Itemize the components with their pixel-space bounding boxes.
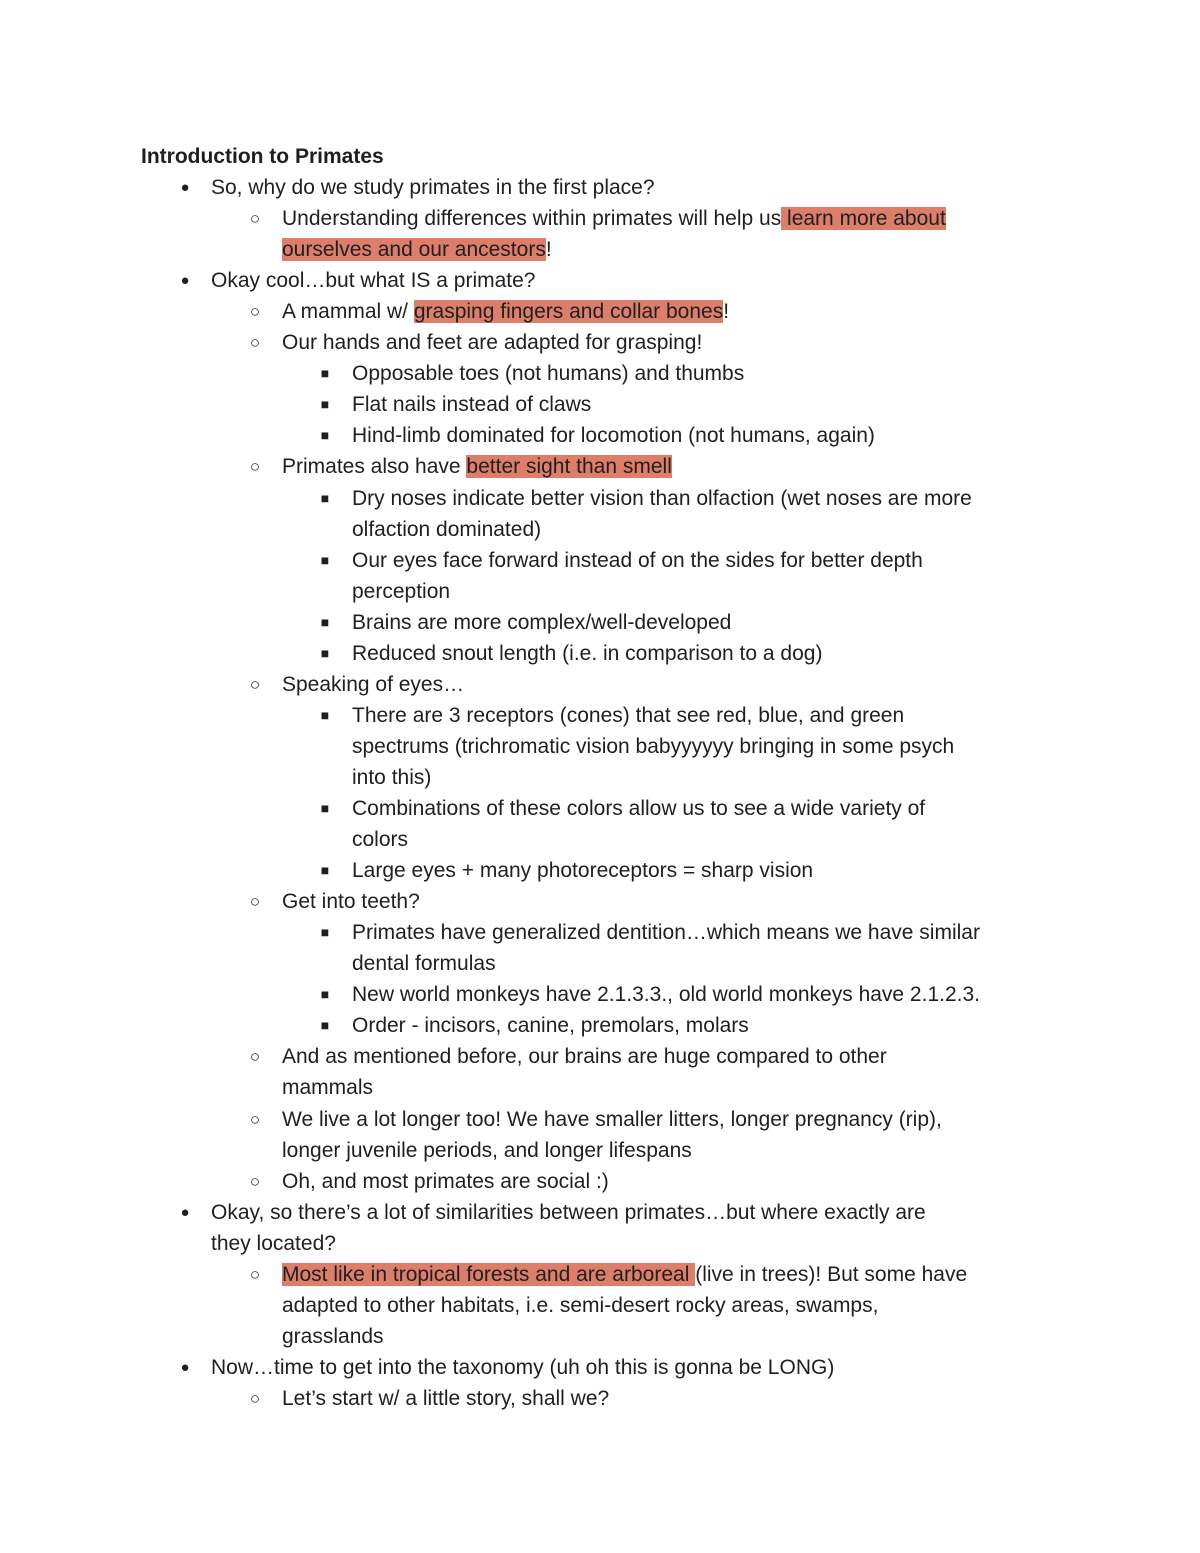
bullet-marker: ■ — [320, 1017, 330, 1034]
bullet-marker: ■ — [320, 427, 330, 444]
line-text: A mammal w/ — [282, 300, 414, 324]
list-item-line — [352, 762, 431, 793]
bullet-marker: ■ — [320, 644, 330, 661]
list-item-line — [352, 358, 744, 389]
line-text: New world monkeys have 2.1.3.3., old world monkeys have 2.1.2.3. — [352, 983, 980, 1007]
list-item-line — [352, 948, 496, 979]
list-item-line — [352, 483, 972, 514]
list-item-line — [352, 824, 408, 855]
highlighted-text: grasping fingers and collar bones — [413, 300, 724, 324]
line-text: Understanding differences within primates will help us — [282, 207, 782, 231]
line-text: Primates have generalized dentition…which means we have similar — [352, 921, 980, 945]
bullet-marker: ■ — [320, 706, 330, 723]
bullet-marker: ■ — [320, 800, 330, 816]
line-text: Reduced snout length (i.e. in comparison to a dog) — [352, 641, 823, 665]
list-item-line — [282, 327, 702, 358]
bullet-marker: ■ — [320, 862, 330, 879]
line-text: longer juvenile periods, and longer lifespans — [282, 1138, 692, 1162]
line-text: Primates also have — [282, 455, 467, 479]
list-item-line — [282, 1259, 967, 1290]
bullet-marker: ■ — [320, 613, 330, 630]
bullet-marker: ○ — [249, 333, 261, 353]
line-text: Speaking of eyes… — [282, 672, 465, 696]
list-item-line — [352, 576, 450, 607]
list-item-line — [282, 203, 946, 234]
bullet-marker: ■ — [320, 551, 330, 568]
highlighted-text: Most like in tropical forests and are arboreal — [282, 1262, 696, 1286]
list-item-line — [282, 669, 464, 700]
list-item-line — [282, 1321, 384, 1352]
bullet-marker: ○ — [249, 1388, 261, 1408]
line-text: colors — [352, 828, 409, 852]
line-text: they located? — [211, 1231, 336, 1255]
list-item-line — [211, 1352, 834, 1383]
bullet-marker: ● — [180, 1203, 190, 1221]
list-item-line — [352, 420, 875, 451]
bullet-marker: ○ — [249, 674, 261, 694]
bullet-marker: ○ — [249, 1171, 261, 1191]
bullet-marker: ○ — [249, 209, 261, 229]
line-text: Let’s start w/ a little story, shall we? — [282, 1386, 610, 1410]
bullet-marker: ○ — [249, 302, 261, 322]
bullet-marker: ○ — [249, 1264, 261, 1284]
line-text: Our hands and feet are adapted for grasping! — [282, 331, 703, 355]
line-text: We live a lot longer too! We have smaller litters, longer pregnancy (rip), — [282, 1107, 942, 1131]
bullet-marker: ○ — [249, 1047, 261, 1067]
line-text: spectrums (trichromatic vision babyyyyyy bringing in some psych — [352, 734, 955, 758]
highlighted-text: learn more about — [781, 207, 946, 231]
line-text: And as mentioned before, our brains are huge compared to other — [282, 1045, 887, 1069]
line-text: Okay, so there’s a lot of similarities between primates…but where exactly are — [211, 1200, 926, 1224]
line-text: Opposable toes (not humans) and thumbs — [352, 362, 745, 386]
line-text: Order - incisors, canine, premolars, molars — [352, 1014, 749, 1038]
line-text: Now…time to get into the taxonomy (uh oh this is gonna be LONG) — [211, 1355, 835, 1379]
bullet-marker: ○ — [249, 1109, 261, 1129]
bullet-marker: ● — [180, 272, 190, 290]
list-item-line — [352, 917, 980, 948]
list-item-line — [282, 1383, 609, 1414]
line-text: adapted to other habitats, i.e. semi-desert rocky areas, swamps, — [282, 1293, 879, 1317]
line-text: dental formulas — [352, 952, 496, 976]
highlighted-text: ourselves and our ancestors — [282, 238, 546, 262]
line-text: Oh, and most primates are social :) — [282, 1169, 609, 1193]
bullet-marker: ○ — [249, 457, 261, 477]
line-text: (live in trees)! But some have — [695, 1262, 968, 1286]
list-item-line — [352, 514, 541, 545]
line-text: ! — [723, 300, 730, 324]
list-item-line — [211, 265, 536, 296]
bullet-marker: ■ — [320, 365, 330, 382]
line-text: Hind-limb dominated for locomotion (not humans, again) — [352, 424, 875, 448]
list-item-line — [282, 296, 729, 327]
list-item-line — [211, 1197, 926, 1228]
list-item-line — [211, 1228, 336, 1259]
line-text: So, why do we study primates in the first place? — [211, 176, 655, 199]
line-text: Our eyes face forward instead of on the sides for better depth — [352, 548, 923, 572]
line-text: Large eyes + many photoreceptors = sharp vision — [352, 859, 814, 883]
list-item-line — [282, 1104, 942, 1135]
list-item-line — [352, 855, 813, 886]
line-text: Dry noses indicate better vision than olfaction (wet noses are more — [352, 486, 972, 510]
list-item-line — [282, 1041, 887, 1072]
list-item-line — [282, 1166, 609, 1197]
list-item-line — [282, 451, 672, 482]
list-item-line — [282, 1072, 373, 1103]
list-item-line — [352, 389, 591, 420]
list-item-line — [352, 545, 923, 576]
line-text: into this) — [352, 765, 432, 789]
list-item-line — [282, 234, 552, 265]
bullet-marker: ● — [180, 179, 190, 196]
line-text: Brains are more complex/well-developed — [352, 610, 732, 634]
bullet-marker: ○ — [249, 892, 261, 912]
line-text: ! — [545, 238, 552, 262]
line-text: Okay cool…but what IS a primate? — [211, 269, 536, 293]
line-text: There are 3 receptors (cones) that see red, blue, and green — [352, 703, 905, 727]
list-item-line — [282, 1135, 692, 1166]
bullet-marker: ● — [180, 1358, 190, 1376]
bullet-marker: ■ — [320, 986, 330, 1003]
list-item-line — [352, 979, 980, 1010]
bullet-marker: ■ — [320, 489, 330, 506]
line-text: Combinations of these colors allow us to see a wide variety of — [352, 797, 926, 820]
list-item-line — [282, 886, 420, 917]
line-text: perception — [352, 579, 451, 603]
list-item-line — [282, 1290, 878, 1321]
line-text: Get into teeth? — [282, 890, 420, 914]
line-text: mammals — [282, 1076, 374, 1100]
page-title: Introduction to Primates — [141, 145, 384, 168]
list-item-line — [352, 700, 904, 731]
highlighted-text: better sight than smell — [466, 455, 672, 479]
list-item-line — [352, 731, 954, 762]
list-item-line — [352, 638, 822, 669]
line-text: olfaction dominated) — [352, 517, 542, 541]
list-item-line — [352, 1010, 749, 1041]
bullet-marker: ■ — [320, 924, 330, 941]
line-text: Flat nails instead of claws — [352, 393, 592, 417]
list-item-line — [211, 172, 655, 203]
list-item-line — [352, 607, 731, 638]
line-text: grasslands — [282, 1324, 384, 1348]
list-item-line — [352, 793, 925, 824]
bullet-marker: ■ — [320, 396, 330, 413]
